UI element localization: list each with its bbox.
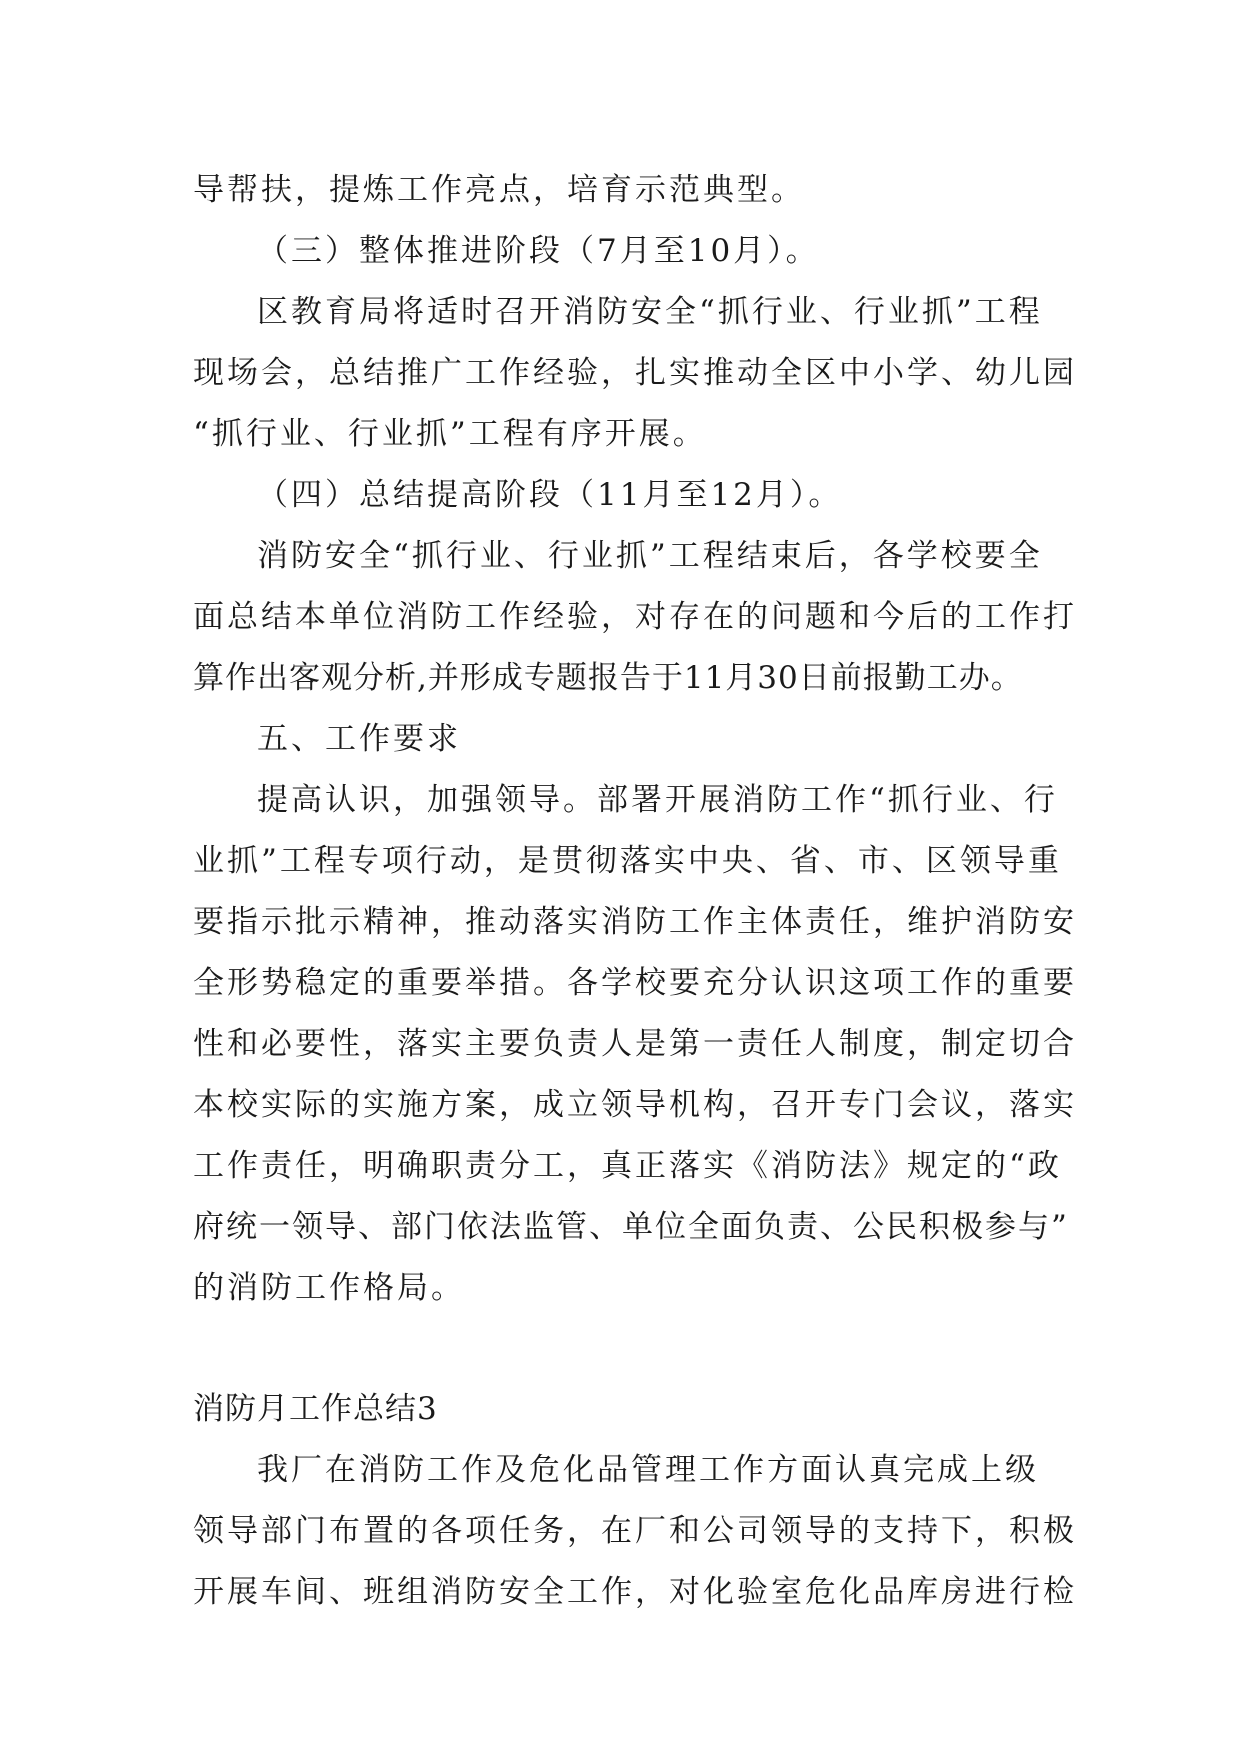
text-line: 我厂在消防工作及危化品管理工作方面认真完成上级 xyxy=(257,1452,1039,1488)
subheading-stage-four: （四）总结提高阶段（11月至12月）。 xyxy=(257,477,843,513)
text-line: 府统一领导、部门依法监管、单位全面负责、公民积极参与” xyxy=(193,1209,1069,1245)
text-line: 消防安全“抓行业、行业抓”工程结束后，各学校要全 xyxy=(257,538,1043,574)
section-title: 消防月工作总结3 xyxy=(193,1391,438,1427)
document-body xyxy=(193,160,1077,1623)
text-line: 全形势稳定的重要举措。各学校要充分认识这项工作的重要 xyxy=(193,965,1077,1001)
text-line: 导帮扶，提炼工作亮点，培育示范典型。 xyxy=(193,172,805,208)
text-line: 要指示批示精神，推动落实消防工作主体责任，维护消防安 xyxy=(193,904,1077,940)
text-line: 区教育局将适时召开消防安全“抓行业、行业抓”工程 xyxy=(257,294,1043,330)
text-line: 开展车间、班组消防安全工作，对化验室危化品库房进行检 xyxy=(193,1574,1077,1610)
spacer xyxy=(193,1319,1053,1379)
text-line: 提高认识，加强领导。部署开展消防工作“抓行业、行 xyxy=(257,782,1058,818)
text-line: 本校实际的实施方案，成立领导机构，召开专门会议，落实 xyxy=(193,1087,1077,1123)
text-line: 性和必要性，落实主要负责人是第一责任人制度，制定切合 xyxy=(193,1026,1077,1062)
text-line: 的消防工作格局。 xyxy=(193,1270,465,1306)
text-line: 业抓”工程专项行动，是贯彻落实中央、省、市、区领导重 xyxy=(193,843,1062,879)
subheading-work-requirements: 五、工作要求 xyxy=(257,721,461,757)
text-line: 领导部门布置的各项任务，在厂和公司领导的支持下，积极 xyxy=(193,1513,1077,1549)
text-line: 现场会，总结推广工作经验，扎实推动全区中小学、幼儿园 xyxy=(193,355,1077,391)
text-line: 面总结本单位消防工作经验，对存在的问题和今后的工作打 xyxy=(193,599,1077,635)
subheading-stage-three: （三）整体推进阶段（7月至10月）。 xyxy=(257,233,820,269)
text-line: “抓行业、行业抓”工程有序开展。 xyxy=(193,416,707,452)
text-line: 工作责任，明确职责分工，真正落实《消防法》规定的“政 xyxy=(193,1148,1062,1184)
text-line: 算作出客观分析,并形成专题报告于11月30日前报勤工办。 xyxy=(193,660,1023,696)
